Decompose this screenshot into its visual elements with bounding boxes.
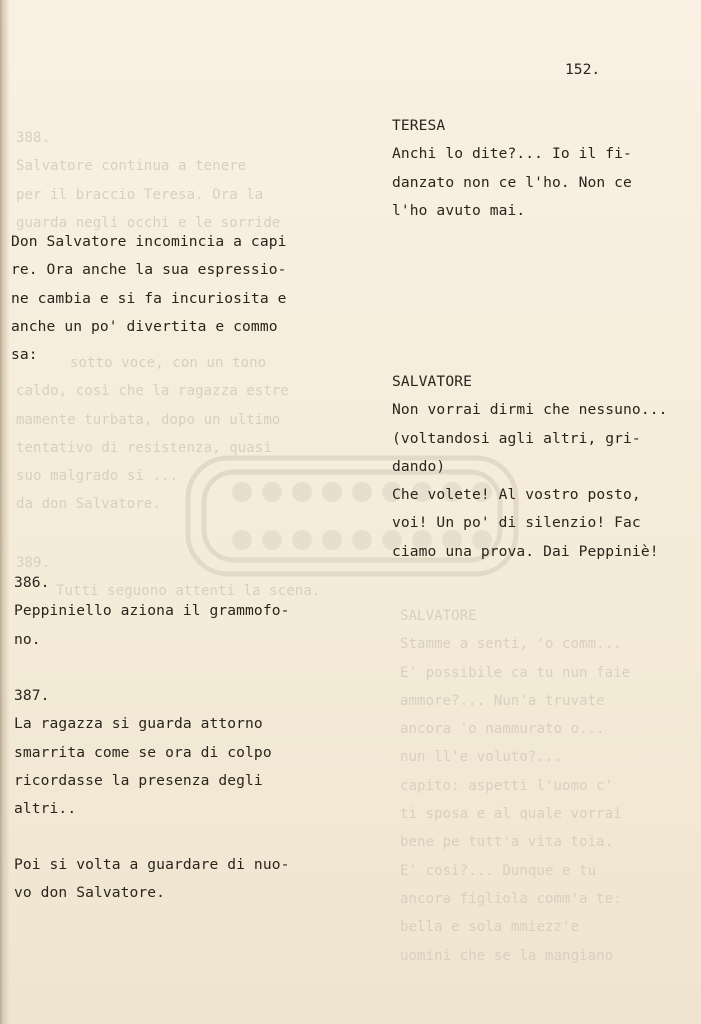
ghost-line: ti sposa e al quale vorrai (400, 806, 622, 823)
speech-line: dando) (392, 457, 446, 475)
ghost-line: suo malgrado si ... (16, 468, 179, 485)
direction-line: La ragazza si guarda attorno (14, 715, 263, 733)
direction-line: ricordasse la presenza degli (14, 771, 263, 789)
ghost-line: E' possibile ca tu nun faie (400, 664, 631, 681)
speaker-name: TERESA (392, 117, 446, 134)
ghost-line: tentativo di resistenza, quasi (16, 439, 272, 456)
speech-line: Che volete! Al vostro posto, (392, 486, 641, 504)
ghost-line: guarda negli occhi e le sorride (16, 214, 281, 231)
dialogue-teresa (392, 112, 632, 225)
direction-line: smarrita come se ora di colpo (14, 743, 272, 761)
show-through-right-low (400, 602, 630, 970)
shot-386 (14, 569, 289, 654)
ghost-line: Stamme a senti, 'o comm... (400, 636, 622, 653)
speech-line: ciamo una prova. Dai Peppiniè! (392, 542, 659, 560)
ghost-line: ancora figliola comm'a te: (400, 890, 622, 907)
direction-line: Peppiniello aziona il grammofo- (14, 602, 290, 620)
speech-line: Anchi lo dite?... Io il fi- (392, 145, 632, 163)
ghost-line: Salvatore continua a tenere (16, 158, 247, 175)
dialogue-salvatore (392, 368, 667, 566)
ghost-line: bella e sola mmiezz'e (400, 919, 580, 936)
ghost-line: nun ll'e voluto?... (400, 749, 563, 766)
shot-387 (14, 682, 272, 823)
ghost-line: uomini che se la mangiano (400, 947, 614, 964)
ghost-line: ammore?... Nun'a truvate (400, 692, 605, 709)
shot-number: 387. (14, 687, 50, 704)
speaker-name: SALVATORE (392, 373, 472, 390)
direction-line: sa: (11, 346, 38, 364)
page-number: 152. (565, 61, 601, 78)
ghost-line: E' così?... Dunque e tu (400, 862, 597, 879)
direction-line: altri.. (14, 800, 77, 818)
direction-line: Don Salvatore incomincia a capi (11, 233, 287, 250)
ghost-line: ancora 'o nammurato o... (400, 721, 605, 738)
ghost-line: bene pe tutt'a vita toia. (400, 834, 614, 851)
ghost-line: Tutti seguono attenti la scena. (56, 583, 321, 600)
speech-line: danzato non ce l'ho. Non ce (392, 173, 632, 191)
speech-line: l'ho avuto mai. (392, 201, 526, 219)
speech-line: Non vorrai dirmi che nessuno... (392, 401, 668, 419)
ghost-line: caldo, così che la ragazza estre (16, 383, 289, 400)
speech-line: (voltandosi agli altri, gri- (392, 429, 641, 447)
direction-line: vo don Salvatore. (14, 884, 166, 902)
ghost-line: per il braccio Teresa. Ora la (16, 186, 264, 203)
ghost-line: 388. (16, 130, 51, 146)
ghost-line: da don Salvatore. (16, 496, 161, 513)
ghost-line: SALVATORE (400, 608, 477, 624)
shot-number: 386. (14, 574, 50, 591)
direction-line: re. Ora anche la sua espressio- (11, 261, 287, 279)
ghost-line: 389. (16, 555, 51, 571)
stage-direction-salvatore (11, 228, 286, 369)
ghost-line: mamente turbata, dopo un ultimo (16, 411, 281, 428)
shot-387-continued (14, 851, 289, 908)
direction-line: ne cambia e si fa incuriosita e (11, 289, 287, 307)
direction-line: no. (14, 630, 41, 648)
speech-line: voi! Un po' di silenzio! Fac (392, 514, 641, 532)
ghost-line: capito: aspetti l'uomo c' (400, 777, 614, 794)
ghost-line: sotto voce, con un tono (70, 355, 267, 371)
direction-line: anche un po' divertita e commo (11, 317, 278, 335)
direction-line: Poi si volta a guardare di nuo- (14, 856, 290, 873)
show-through-left-top (16, 124, 280, 237)
